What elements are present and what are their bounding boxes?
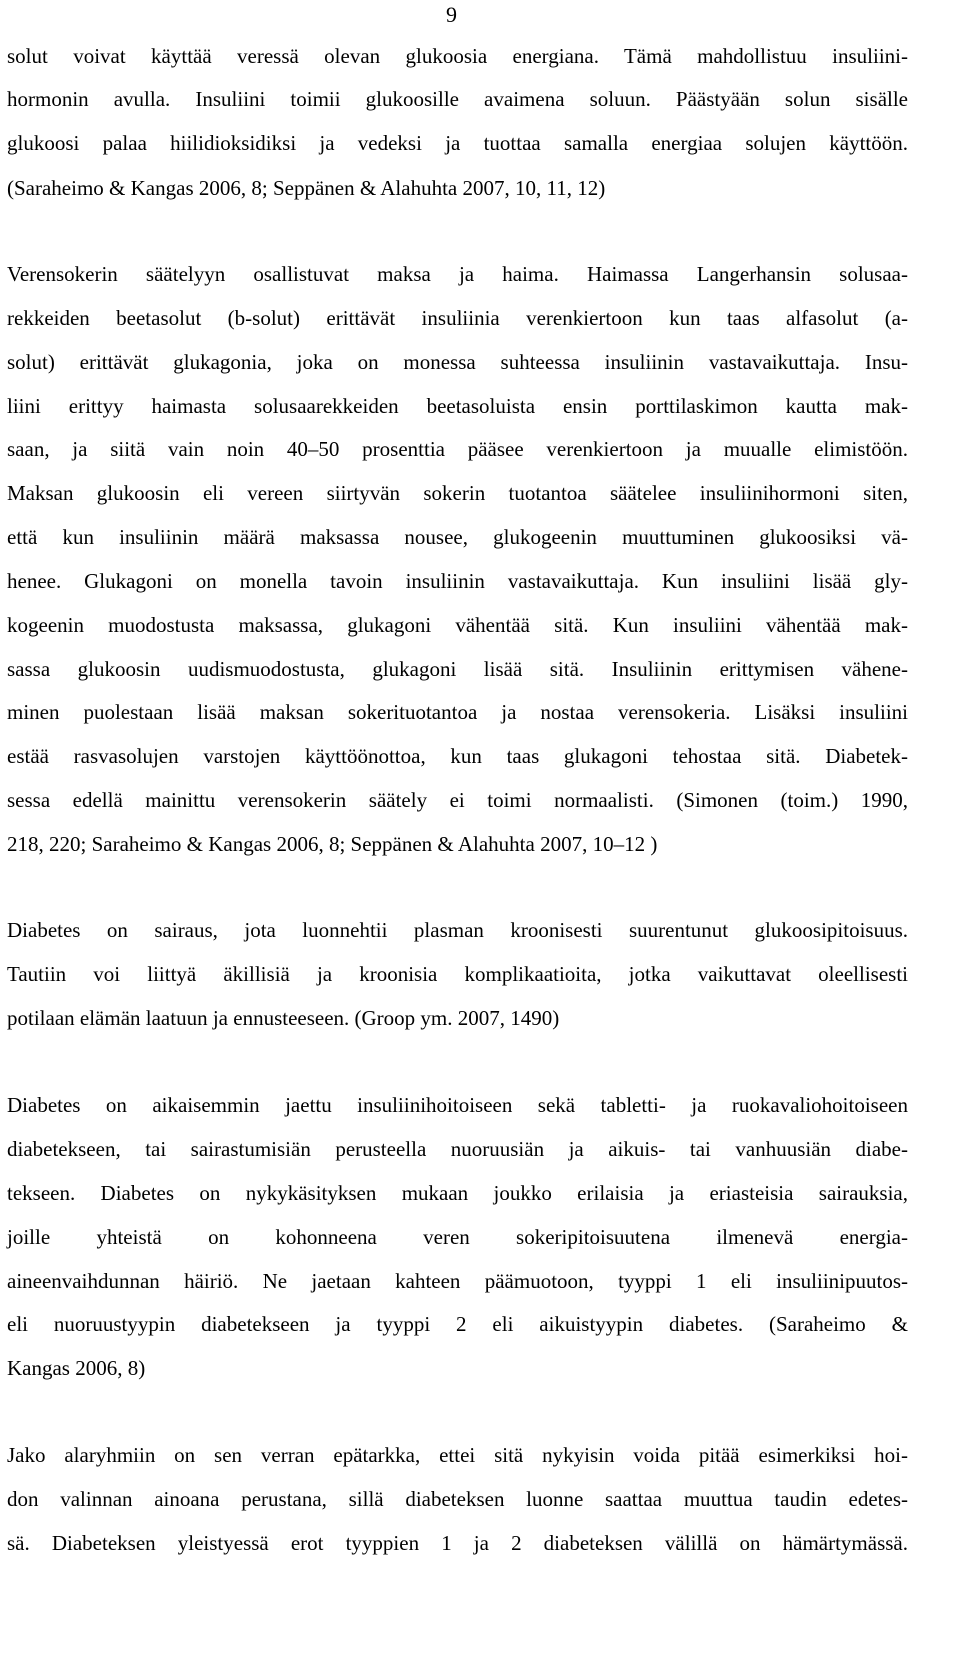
text-line: eli nuoruustyypin diabetekseen ja tyyppi 2 eli aikuistyypin diabetes. (Saraheimo & <box>7 1312 908 1336</box>
text-line: Jako alaryhmiin on sen verran epätarkka, ettei sitä nykyisin voida pitää esimerkiksi hoi- <box>7 1443 908 1467</box>
text-line: hormonin avulla. Insuliini toimii glukoosille avaimena soluun. Päästyään solun sisälle <box>7 87 908 111</box>
text-line: kogeenin muodostusta maksassa, glukagoni vähentää sitä. Kun insuliini vähentää mak- <box>7 613 908 637</box>
text-line: diabetekseen, tai sairastumisiän perusteella nuoruusiän ja aikuis- tai vanhuusiän diabe- <box>7 1137 908 1161</box>
text-line: glukoosi palaa hiilidioksidiksi ja vedeksi ja tuottaa samalla energiaa solujen käyttöön. <box>7 131 908 155</box>
text-line: Tautiin voi liittyä äkillisiä ja kroonisia komplikaatioita, jotka vaikuttavat oleellisesti <box>7 962 908 986</box>
text-line: henee. Glukagoni on monella tavoin insuliinin vastavaikuttaja. Kun insuliini lisää gly- <box>7 569 908 593</box>
text-line: sä. Diabeteksen yleistyessä erot tyyppien 1 ja 2 diabeteksen välillä on hämärtymässä. <box>7 1531 908 1555</box>
text-line: saan, ja siitä vain noin 40–50 prosenttia pääsee verenkiertoon ja muualle elimistöön. <box>7 437 908 461</box>
text-line: sessa edellä mainittu verensokerin säätely ei toimi normaalisti. (Simonen (toim.) 1990, <box>7 788 908 812</box>
page-number: 9 <box>446 2 457 27</box>
text-line: Diabetes on sairaus, jota luonnehtii plasman kroonisesti suurentunut glukoosipitoisuus. <box>7 918 908 942</box>
text-line: tekseen. Diabetes on nykykäsityksen mukaan joukko erilaisia ja eriasteisia sairauksia, <box>7 1181 908 1205</box>
text-line: aineenvaihdunnan häiriö. Ne jaetaan kahteen päämuotoon, tyyppi 1 eli insuliinipuutos- <box>7 1269 908 1293</box>
text-line: sassa glukoosin uudismuodostusta, glukagoni lisää sitä. Insuliinin erittymisen vähene- <box>7 657 908 681</box>
text-line: Maksan glukoosin eli vereen siirtyvän sokerin tuotantoa säätelee insuliinihormoni siten, <box>7 481 908 505</box>
text-line: rekkeiden beetasolut (b-solut) erittävät insuliinia verenkiertoon kun taas alfasolut (a- <box>7 306 908 330</box>
text-line: don valinnan ainoana perustana, sillä diabeteksen luonne saattaa muuttua taudin edetes- <box>7 1487 908 1511</box>
text-line: 218, 220; Saraheimo & Kangas 2006, 8; Seppänen & Alahuhta 2007, 10–12 ) <box>7 832 658 856</box>
text-line: solut voivat käyttää veressä olevan glukoosia energiana. Tämä mahdollistuu insuliini- <box>7 44 908 68</box>
text-line: potilaan elämän laatuun ja ennusteeseen. (Groop ym. 2007, 1490) <box>7 1006 560 1030</box>
text-line: (Saraheimo & Kangas 2006, 8; Seppänen & Alahuhta 2007, 10, 11, 12) <box>7 176 606 200</box>
text-line: Diabetes on aikaisemmin jaettu insuliinihoitoiseen sekä tabletti- ja ruokavaliohoitoiseen <box>7 1093 908 1117</box>
text-line: että kun insuliinin määrä maksassa nousee, glukogeenin muuttuminen glukoosiksi vä- <box>7 525 908 549</box>
text-line: minen puolestaan lisää maksan sokerituotantoa ja nostaa verensokeria. Lisäksi insuliini <box>7 700 908 724</box>
text-line: Kangas 2006, 8) <box>7 1356 146 1380</box>
text-line: estää rasvasolujen varstojen käyttöönottoa, kun taas glukagoni tehostaa sitä. Diabetek- <box>7 744 908 768</box>
text-line: joille yhteistä on kohonneena veren sokeripitoisuutena ilmenevä energia- <box>7 1225 908 1249</box>
text-line: liini erittyy haimasta solusaarekkeiden beetasoluista ensin porttilaskimon kautta mak- <box>7 394 908 418</box>
text-line: Verensokerin säätelyyn osallistuvat maksa ja haima. Haimassa Langerhansin solusaa- <box>7 262 908 286</box>
text-line: solut) erittävät glukagonia, joka on monessa suhteessa insuliinin vastavaikuttaja. Insu- <box>7 350 908 374</box>
